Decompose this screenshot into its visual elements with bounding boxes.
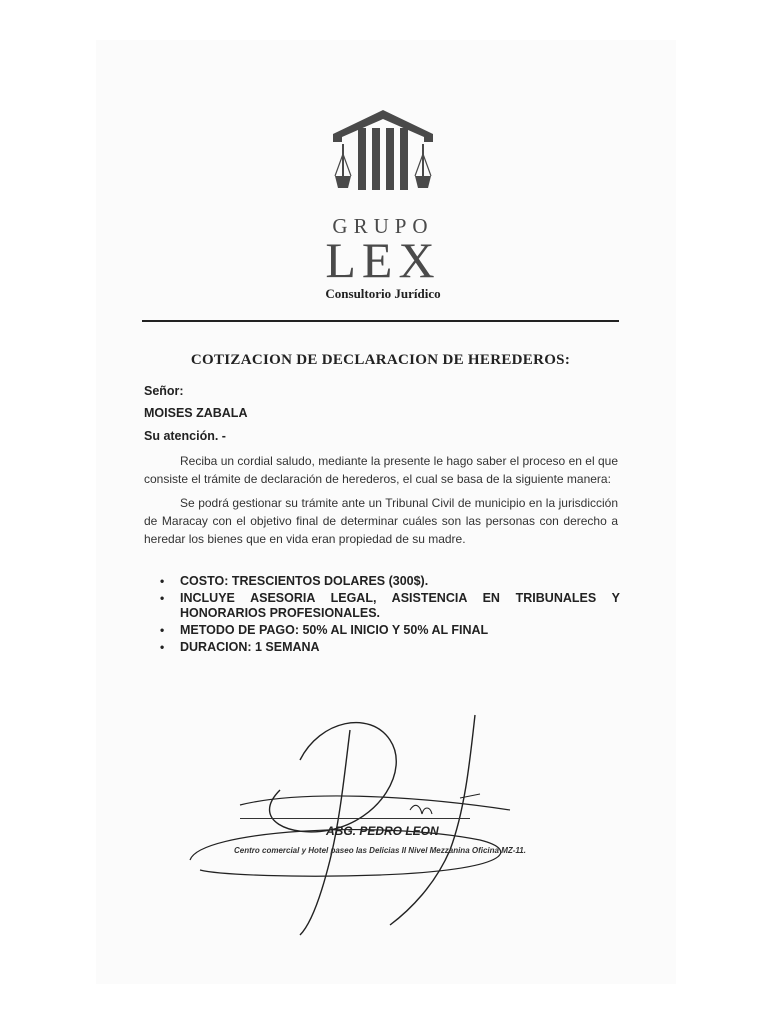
list-item-text: DURACION: 1 SEMANA [180,640,320,654]
list-item-text: INCLUYE ASESORIA LEGAL, ASISTENCIA EN TRIBUNALES Y HONORARIOS PROFESIONALES. [180,591,620,620]
logo-text-grupo: GRUPO [332,214,434,238]
logo-subtitle: Consultorio Jurídico [325,286,441,301]
salutation: Señor: [144,384,184,398]
list-item [160,640,620,655]
company-logo [318,104,448,304]
header-divider [142,320,619,322]
bullet-icon: • [160,591,165,605]
list-item [160,591,620,621]
quote-details-list [160,574,620,657]
bullet-icon: • [160,640,165,654]
signer-name: ABG. PEDRO LEON [326,824,439,838]
list-item [160,574,620,589]
paragraph-intro-text: Reciba un cordial saludo, mediante la presente le hago saber el proceso en el que consiste el trámite de declaración de herederos, el cual se basa de la siguiente manera: [144,454,618,486]
recipient-name: MOISES ZABALA [144,406,248,420]
logo-text-lex: LEX [325,232,441,288]
list-item-text: COSTO: TRESCIENTOS DOLARES (300$). [180,574,429,588]
attention-line: Su atención. - [144,429,226,443]
courthouse-scales-icon [318,104,448,204]
document-title: COTIZACION DE DECLARACION DE HEREDEROS: [190,352,571,368]
signature-line [240,818,470,819]
paragraph-process [144,494,618,548]
list-item-text: METODO DE PAGO: 50% AL INICIO Y 50% AL FINAL [180,623,489,637]
list-item [160,623,620,638]
paragraph-intro [144,452,618,488]
bullet-icon: • [160,623,165,637]
bullet-icon: • [160,574,165,588]
office-address: Centro comercial y Hotel paseo las Delicias II Nivel Mezzanina Oficina MZ-11. [234,846,526,855]
paragraph-process-text: Se podrá gestionar su trámite ante un Tribunal Civil de municipio en la jurisdicción de Maracay con el objetivo final de determinar cuáles son las personas con derecho a heredar los bienes que en vida eran propiedad de su madre. [144,496,618,546]
